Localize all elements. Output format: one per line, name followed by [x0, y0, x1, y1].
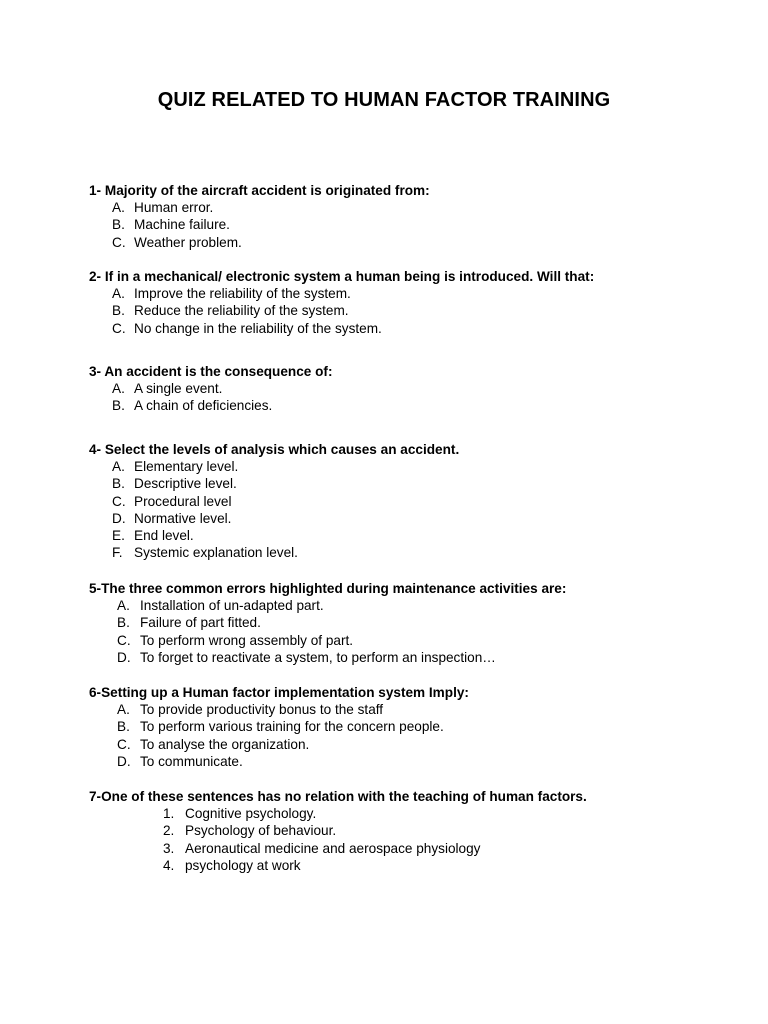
option-text: To forget to reactivate a system, to perform an inspection… — [140, 649, 496, 665]
option-marker: D. — [112, 510, 126, 526]
option-text: psychology at work — [185, 857, 301, 873]
option-marker: B. — [112, 217, 125, 233]
option-text: Procedural level — [134, 493, 232, 509]
option-text: Normative level. — [134, 510, 232, 526]
option-text: End level. — [134, 528, 194, 544]
option-marker: 2. — [163, 823, 175, 839]
option-text: Reduce the reliability of the system. — [134, 303, 349, 319]
option-text: A chain of deficiencies. — [134, 398, 273, 414]
option-text: To communicate. — [140, 753, 243, 769]
option-marker: D. — [117, 649, 131, 665]
answer-option — [89, 718, 749, 735]
option-marker: B. — [112, 398, 125, 414]
option-text: To perform various training for the concern people. — [140, 719, 444, 735]
option-text: Installation of un-adapted part. — [140, 598, 324, 613]
answer-option — [89, 736, 749, 753]
option-text: Machine failure. — [134, 217, 230, 233]
answer-option — [89, 199, 749, 216]
option-text: Systemic explanation level. — [134, 545, 298, 561]
option-marker: 1. — [163, 806, 175, 821]
question-text: 6-Setting up a Human factor implementation system Imply: — [89, 685, 469, 700]
option-text: Elementary level. — [134, 459, 239, 474]
option-text: Aeronautical medicine and aerospace physiology — [185, 840, 481, 856]
option-marker: A. — [112, 459, 125, 474]
answer-option — [89, 701, 749, 718]
option-marker: C. — [117, 736, 131, 752]
question-3 — [89, 363, 749, 415]
answer-list — [89, 597, 749, 666]
question-5 — [89, 580, 749, 666]
question-6 — [89, 684, 749, 770]
option-marker: D. — [117, 753, 131, 769]
answer-option — [89, 320, 749, 337]
answer-option — [89, 397, 749, 414]
option-text: Failure of part fitted. — [140, 615, 261, 631]
question-text: 5-The three common errors highlighted during maintenance activities are: — [89, 581, 567, 596]
answer-option — [89, 234, 749, 251]
answer-option — [89, 493, 749, 510]
question-text: 7-One of these sentences has no relation with the teaching of human factors. — [89, 789, 587, 804]
option-text: To perform wrong assembly of part. — [140, 632, 354, 648]
option-marker: E. — [112, 528, 125, 544]
answer-option — [89, 380, 749, 397]
answer-option — [89, 510, 749, 527]
option-text: Psychology of behaviour. — [185, 823, 337, 839]
answer-option — [89, 458, 749, 475]
option-text: Human error. — [134, 200, 214, 215]
option-marker: A. — [112, 381, 125, 396]
question-1 — [89, 182, 749, 251]
question-text: 2- If in a mechanical/ electronic system a human being is introduced. Will that: — [89, 269, 595, 284]
option-text: Improve the reliability of the system. — [134, 286, 351, 301]
option-marker: B. — [112, 476, 125, 492]
option-marker: A. — [117, 598, 130, 613]
question-text: 4- Select the levels of analysis which causes an accident. — [89, 442, 460, 457]
answer-option — [89, 857, 749, 874]
answer-list — [89, 701, 749, 770]
answer-list — [89, 199, 749, 251]
answer-option — [89, 544, 749, 561]
question-text: 3- An accident is the consequence of: — [89, 364, 333, 379]
answer-option — [89, 527, 749, 544]
option-marker: B. — [117, 615, 130, 631]
answer-option — [89, 822, 749, 839]
option-marker: B. — [117, 719, 130, 735]
option-marker: C. — [117, 632, 131, 648]
answer-option — [89, 805, 749, 822]
answer-option — [89, 597, 749, 614]
option-marker: 4. — [163, 857, 175, 873]
option-marker: A. — [112, 200, 125, 215]
answer-option — [89, 302, 749, 319]
option-marker: A. — [112, 286, 125, 301]
question-7 — [89, 788, 749, 874]
answer-option — [89, 614, 749, 631]
answer-option — [89, 840, 749, 857]
answer-option — [89, 753, 749, 770]
option-marker: A. — [117, 702, 130, 717]
question-text: 1- Majority of the aircraft accident is originated from: — [89, 183, 430, 198]
answer-list — [89, 285, 749, 337]
option-text: No change in the reliability of the system. — [134, 320, 382, 336]
option-text: To analyse the organization. — [140, 736, 310, 752]
option-marker: C. — [112, 320, 126, 336]
option-text: Weather problem. — [134, 234, 242, 250]
answer-list — [89, 380, 749, 415]
answer-list — [89, 805, 749, 874]
answer-option — [89, 475, 749, 492]
answer-list — [89, 458, 749, 562]
answer-option — [89, 285, 749, 302]
answer-option — [89, 216, 749, 233]
option-marker: F. — [112, 545, 123, 561]
answer-option — [89, 632, 749, 649]
option-text: A single event. — [134, 381, 223, 396]
option-marker: B. — [112, 303, 125, 319]
option-marker: C. — [112, 493, 126, 509]
question-4 — [89, 441, 749, 562]
option-text: Descriptive level. — [134, 476, 237, 492]
answer-option — [89, 649, 749, 666]
question-2 — [89, 268, 749, 337]
page-title: QUIZ RELATED TO HUMAN FACTOR TRAINING — [157, 89, 611, 111]
option-marker: C. — [112, 234, 126, 250]
option-text: To provide productivity bonus to the staff — [140, 702, 384, 717]
option-text: Cognitive psychology. — [185, 806, 317, 821]
option-marker: 3. — [163, 840, 175, 856]
